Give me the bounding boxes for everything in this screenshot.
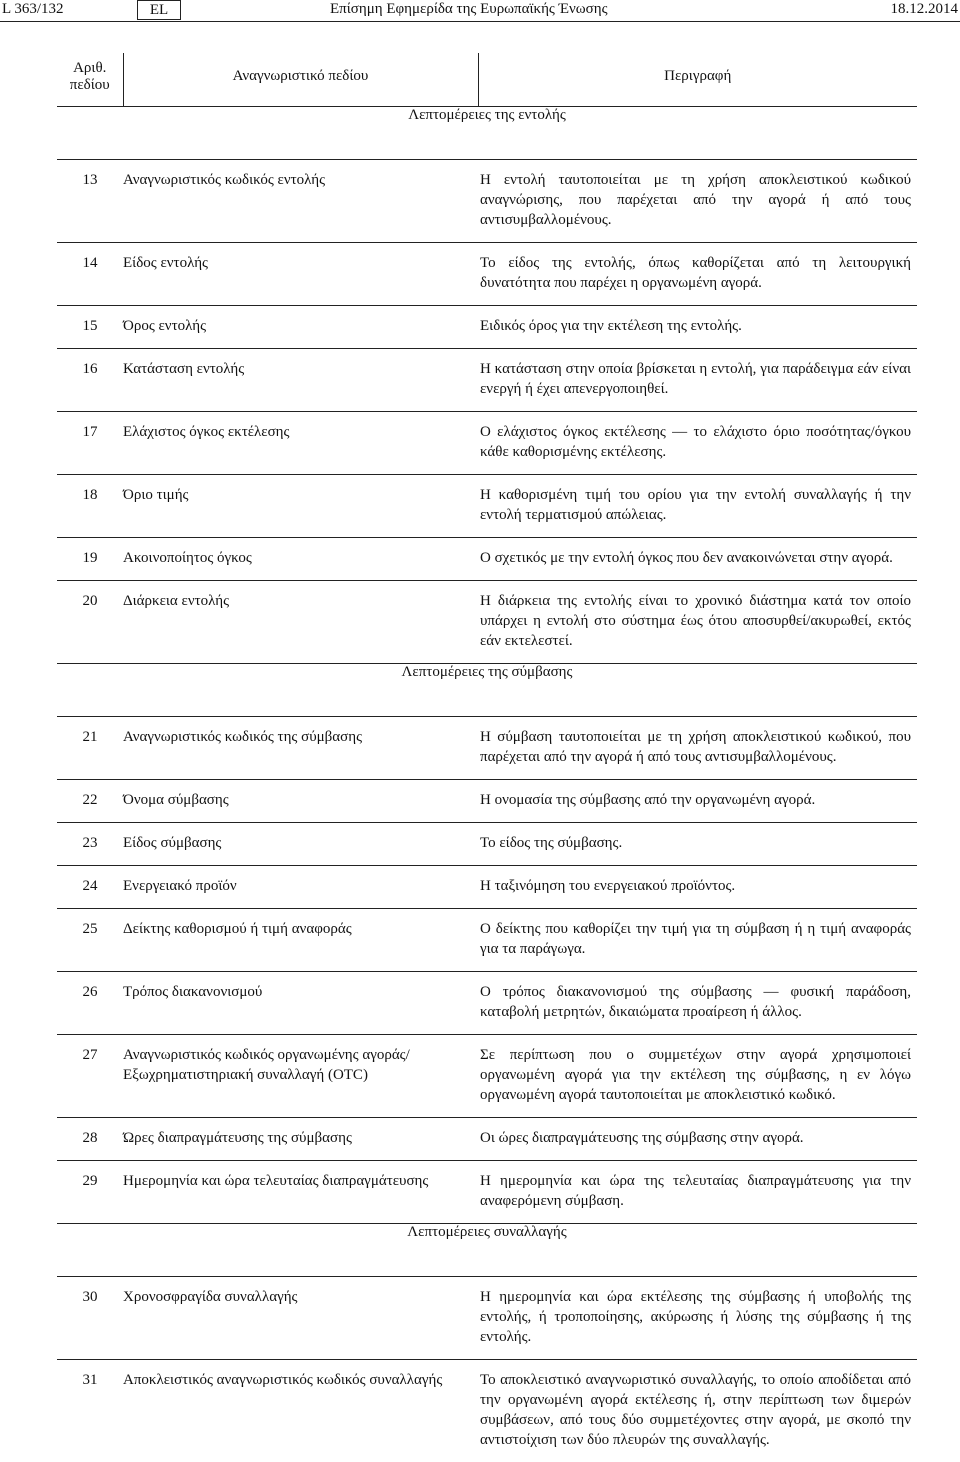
field-number: 27 [57, 1035, 123, 1118]
field-description: Η ταξινόμηση του ενεργειακού προϊόντος. [478, 866, 917, 909]
field-identifier: Όριο τιμής [123, 475, 478, 538]
table-row [57, 780, 917, 823]
field-description: Η διάρκεια της εντολής είναι το χρονικό διάστημα κατά τον οποίο υπάρχει η εντολή στο σύστημα έως ότου αποσυρθεί/ακυρωθεί, εκτός εάν εκτελεστεί. [478, 581, 917, 664]
section-row [57, 1224, 917, 1277]
field-number: 22 [57, 780, 123, 823]
section-title: Λεπτομέρειες της εντολής [57, 107, 917, 160]
field-description: Ειδικός όρος για την εκτέλεση της εντολής. [478, 306, 917, 349]
field-identifier: Ημερομηνία και ώρα τελευταίας διαπραγμάτευσης [123, 1161, 478, 1224]
field-description: Ο σχετικός με την εντολή όγκος που δεν ανακοινώνεται στην αγορά. [478, 538, 917, 581]
field-number: 25 [57, 909, 123, 972]
section-title: Λεπτομέρειες της σύμβασης [57, 664, 917, 717]
table-row [57, 909, 917, 972]
field-description: Ο δείκτης που καθορίζει την τιμή για τη σύμβαση ή η τιμή αναφοράς για τα παράγωγα. [478, 909, 917, 972]
field-number: 28 [57, 1118, 123, 1161]
table-row [57, 866, 917, 909]
table-row [57, 306, 917, 349]
table-row [57, 160, 917, 243]
section-row [57, 664, 917, 717]
table-body [57, 107, 917, 1462]
field-description: Η ονομασία της σύμβασης από την οργανωμένη αγορά. [478, 780, 917, 823]
field-number: 29 [57, 1161, 123, 1224]
field-description: Το είδος της εντολής, όπως καθορίζεται από τη λειτουργική δυνατότητα που παρέχει η οργανωμένη αγορά. [478, 243, 917, 306]
field-identifier: Κατάσταση εντολής [123, 349, 478, 412]
section-title: Λεπτομέρειες συναλλαγής [57, 1224, 917, 1277]
field-description: Η κατάσταση στην οποία βρίσκεται η εντολή, για παράδειγμα εάν είναι ενεργή ή έχει απενεργοποιηθεί. [478, 349, 917, 412]
table-row [57, 243, 917, 306]
field-identifier: Ελάχιστος όγκος εκτέλεσης [123, 412, 478, 475]
table-row [57, 581, 917, 664]
table-row [57, 475, 917, 538]
field-number: 18 [57, 475, 123, 538]
field-number: 16 [57, 349, 123, 412]
field-number: 24 [57, 866, 123, 909]
field-identifier: Διάρκεια εντολής [123, 581, 478, 664]
field-number: 17 [57, 412, 123, 475]
section-row [57, 107, 917, 160]
field-identifier: Ενεργειακό προϊόν [123, 866, 478, 909]
field-description: Το αποκλειστικό αναγνωριστικό συναλλαγής, το οποίο αποδίδεται από την οργανωμένη αγορά εκτέλεσης ή, στην περίπτωση των διμερών συμβάσεων, από τους δύο συμμετέχοντες στην αγορά, με σκοπό την αντιστοίχιση των δύο πλευρών της συναλλαγής. [478, 1360, 917, 1462]
field-number: 23 [57, 823, 123, 866]
journal-title: Επίσημη Εφημερίδα της Ευρωπαϊκής Ένωσης [330, 0, 608, 18]
field-identifier: Δείκτης καθορισμού ή τιμή αναφοράς [123, 909, 478, 972]
journal-header [0, 0, 960, 22]
field-description: Η ημερομηνία και ώρα εκτέλεσης της σύμβασης ή υποβολής της εντολής, ή τροποποίησης, ακύρωσης ή λύσης της σύμβασης ή της εντολής. [478, 1277, 917, 1360]
field-identifier: Είδος σύμβασης [123, 823, 478, 866]
column-header-identifier: Αναγνωριστικό πεδίου [123, 53, 478, 107]
field-identifier: Ακοινοποίητος όγκος [123, 538, 478, 581]
field-description: Η καθορισμένη τιμή του ορίου για την εντολή συναλλαγής ή την εντολή τερματισμού απώλειας. [478, 475, 917, 538]
table-row [57, 717, 917, 780]
field-identifier: Όρος εντολής [123, 306, 478, 349]
table-row [57, 823, 917, 866]
field-description: Η ημερομηνία και ώρα της τελευταίας διαπραγμάτευσης για την αναφερόμενη σύμβαση. [478, 1161, 917, 1224]
field-number: 14 [57, 243, 123, 306]
page-reference: L 363/132 [2, 0, 64, 18]
table-row [57, 538, 917, 581]
column-header-number: Αριθ. πεδίου [57, 53, 123, 107]
table-row [57, 1161, 917, 1224]
field-number: 21 [57, 717, 123, 780]
field-description: Η εντολή ταυτοποιείται με τη χρήση αποκλειστικού κωδικού αναγνώρισης, που παρέχεται από την αγορά ή από τους αντισυμβαλλομένους. [478, 160, 917, 243]
table-row [57, 1277, 917, 1360]
table-row [57, 972, 917, 1035]
field-number: 30 [57, 1277, 123, 1360]
table-row [57, 349, 917, 412]
field-number: 15 [57, 306, 123, 349]
table-row [57, 1360, 917, 1462]
field-identifier: Αναγνωριστικός κωδικός οργανωμένης αγοράς/Εξωχρηματιστηριακή συναλλαγή (OTC) [123, 1035, 478, 1118]
table-row [57, 412, 917, 475]
field-identifier: Όνομα σύμβασης [123, 780, 478, 823]
field-number: 13 [57, 160, 123, 243]
language-badge: EL [137, 0, 181, 20]
field-description: Ο τρόπος διακανονισμού της σύμβασης — φυσική παράδοση, καταβολή μετρητών, δικαιώματα προαίρεση ή άλλος. [478, 972, 917, 1035]
field-description: Σε περίπτωση που ο συμμετέχων στην αγορά χρησιμοποιεί οργανωμένη αγορά για την εκτέλεση της σύμβασης, η εν λόγω οργανωμένη αγορά ταυτοποιείται με αποκλειστικό κωδικό. [478, 1035, 917, 1118]
field-identifier: Είδος εντολής [123, 243, 478, 306]
field-identifier: Αναγνωριστικός κωδικός εντολής [123, 160, 478, 243]
table-row [57, 1035, 917, 1118]
field-description: Η σύμβαση ταυτοποιείται με τη χρήση αποκλειστικού κωδικού, που παρέχεται από την αγορά ή από τους αντισυμβαλλομένους. [478, 717, 917, 780]
field-identifier: Ώρες διαπραγμάτευσης της σύμβασης [123, 1118, 478, 1161]
field-identifier: Αποκλειστικός αναγνωριστικός κωδικός συναλλαγής [123, 1360, 478, 1462]
field-description: Το είδος της σύμβασης. [478, 823, 917, 866]
fields-table [57, 53, 917, 1462]
column-header-description: Περιγραφή [478, 53, 917, 107]
publication-date: 18.12.2014 [891, 0, 959, 18]
field-number: 26 [57, 972, 123, 1035]
field-description: Οι ώρες διαπραγμάτευσης της σύμβασης στην αγορά. [478, 1118, 917, 1161]
field-number: 19 [57, 538, 123, 581]
field-identifier: Τρόπος διακανονισμού [123, 972, 478, 1035]
table-header-row [57, 53, 917, 107]
field-number: 20 [57, 581, 123, 664]
field-number: 31 [57, 1360, 123, 1462]
field-identifier: Χρονοσφραγίδα συναλλαγής [123, 1277, 478, 1360]
table-row [57, 1118, 917, 1161]
field-identifier: Αναγνωριστικός κωδικός της σύμβασης [123, 717, 478, 780]
field-description: Ο ελάχιστος όγκος εκτέλεσης — το ελάχιστο όριο ποσότητας/όγκου κάθε καθορισμένης εκτέλεσης. [478, 412, 917, 475]
